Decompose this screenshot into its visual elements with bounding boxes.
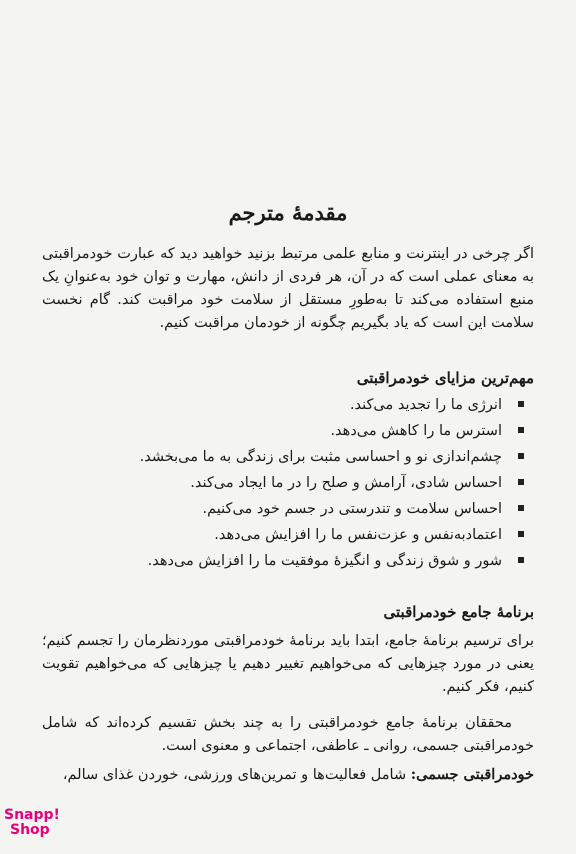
logo-line-2: Shop <box>10 822 50 838</box>
logo-line-1: Snapp! <box>4 807 60 823</box>
square-bullet-icon <box>518 557 524 563</box>
physical-care-paragraph <box>42 763 534 787</box>
square-bullet-icon <box>518 479 524 485</box>
square-bullet-icon <box>518 531 524 537</box>
list-item: چشم‌اندازی نو و احساسی مثبت برای زندگی به ما می‌بخشد. <box>140 444 502 470</box>
intro-paragraph: اگر چرخی در اینترنت و منابع علمی مرتبط بزنید خواهید دید که عبارت خودمراقبتی به معنای عملی است که در آن، هر فردی از دانش، مهارت و توان خود به‌عنوانِ یک منبع استفاده می‌کند تا به‌طورِ مستقل از سلامت خود مراقبت کند. گام نخست سلامت این است که یاد بگیریم چگونه از خودمان مراقبت کنیم. <box>42 246 534 331</box>
program-heading: برنامهٔ جامع خودمراقبتی <box>383 603 534 621</box>
list-item: احساس سلامت و تندرستی در جسم خود می‌کنیم. <box>140 496 502 522</box>
list-item: احساس شادی، آرامش و صلح را در ما ایجاد می‌کند. <box>140 470 502 496</box>
square-bullet-icon <box>518 505 524 511</box>
physical-care-label: خودمراقبتی جسمی: <box>410 766 534 783</box>
list-item: شور و شوق زندگی و انگیزهٔ موفقیت ما را افزایش می‌دهد. <box>140 548 502 574</box>
list-item: اعتمادبه‌نفس و عزت‌نفس ما را افزایش می‌دهد. <box>140 522 502 548</box>
benefits-list <box>140 392 502 574</box>
benefits-heading: مهم‌ترین مزایای خودمراقبتی <box>356 369 534 387</box>
list-item: استرس ما را کاهش می‌دهد. <box>140 418 502 444</box>
program-paragraph-2: محققان برنامهٔ جامع خودمراقبتی را به چند بخش تقسیم کرده‌اند که شامل خودمراقبتی جسمی، روانی ـ عاطفی، اجتماعی و معنوی است. <box>42 715 534 754</box>
square-bullet-icon <box>518 401 524 407</box>
page-title: مقدمهٔ مترجم <box>228 200 348 225</box>
program-paragraph-1: برای ترسیم برنامهٔ جامع، ابتدا باید برنامهٔ خودمراقبتی موردنظرمان را تجسم کنیم؛ یعنی در مورد چیزهایی که می‌خواهیم تغییر دهیم یا چیزهایی که می‌خواهیم تقویت کنیم، فکر کنیم. <box>42 633 534 695</box>
square-bullet-icon <box>518 427 524 433</box>
snappshop-logo <box>4 808 64 848</box>
physical-care-text: شامل فعالیت‌ها و تمرین‌های ورزشی، خوردن غذای سالم، <box>62 767 411 783</box>
square-bullet-icon <box>518 453 524 459</box>
list-item: انرژی ما را تجدید می‌کند. <box>140 392 502 418</box>
